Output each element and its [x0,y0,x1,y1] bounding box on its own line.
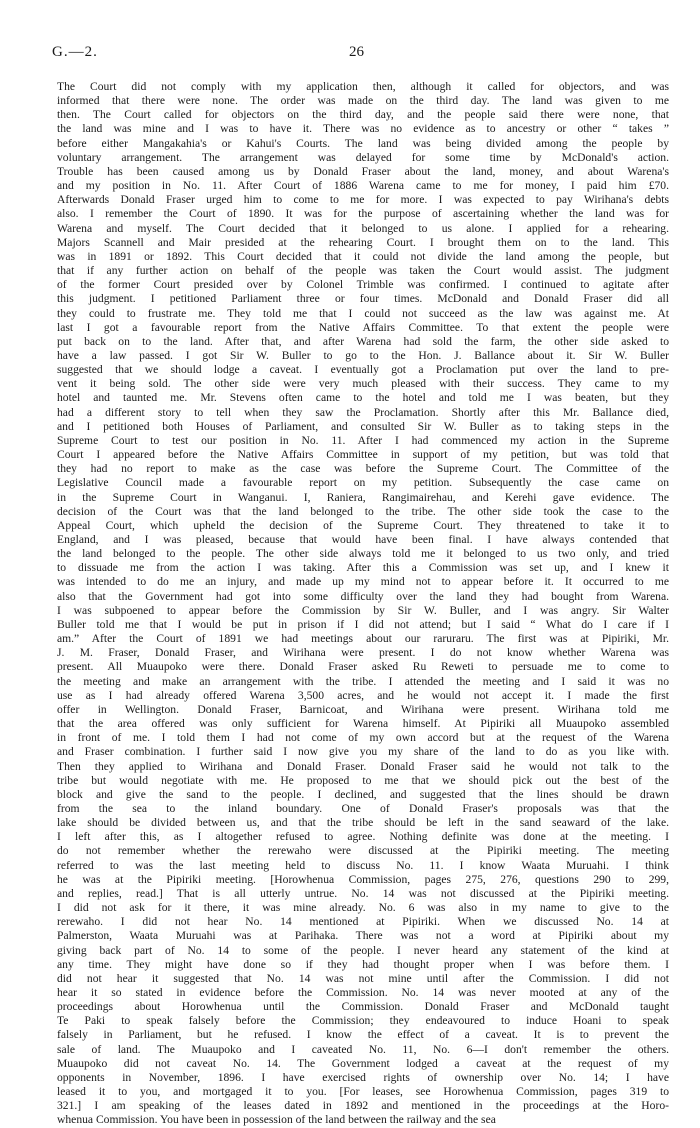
text-line: Supreme Court to test our position in No. 11. After I had commenced my action in the Supreme [57,433,669,447]
text-line: Te Paki to speak falsely before the Commission; they endeavoured to induce Hoani to speak [57,1014,669,1028]
text-line: use as I had already offered Warena 3,500 acres, and he would not accept it. I made the first [57,688,669,702]
text-line: decision of the Court was that the land belonged to the tribe. The other side took the case to the [57,504,669,518]
text-line: last I got a favourable report from the Native Affairs Committee. To that extent the people were [57,320,669,334]
text-line: Afterwards Donald Fraser urged him to come to me for more. I was expected to pay Wirihana's debts [57,193,669,207]
text-line: hotel and taunted me. Mr. Stevens often came to the hotel and told me I was beaten, but they [57,391,669,405]
text-line: and replies, read.] That is all utterly untrue. No. 14 was not discussed at the Pipiriki meeting. [57,886,669,900]
text-line: 321.] I am speaking of the leases dated in 1892 and mentioned in the proceedings at the Horo- [57,1099,669,1113]
text-line: hear it so stated in evidence before the Commission. No. 14 was never mooted at any of the [57,986,669,999]
text-line: the meeting and make an arrangement with the tribe. I attended the meeting and I said it was no [57,674,669,688]
text-line: referred to was the last meeting held to discuss No. 11. I know Waata Muruahi. I think [57,858,669,872]
text-line: Buller told me that I would be put in prison if I did not attend; but I said “ What do I care if I [57,617,669,631]
text-line: and Fraser combination. I further said I now give you my share of the land to do as you like with. [57,745,669,759]
text-line: suggested that we should lodge a caveat. I eventually got a Proclamation put over the land to pre- [57,363,669,377]
text-line: and my position in No. 11. After Court of 1886 Warena came to me for money, I paid him £70. [57,179,669,193]
text-line: The Court did not comply with my application then, although it called for objectors, and was [57,80,669,93]
text-line: Legislative Council made a favourable report on my petition. Subsequently the case came on [57,476,669,490]
text-line: also. I remember the Court of 1890. It was for the purpose of ascertaining whether the land was for [57,207,669,221]
text-line: whenua Commission. You have been in possession of the land between the railway and the sea [57,1113,496,1127]
text-line: that if any further action on behalf of the people was taken the Court would assist. The judgment [57,264,669,278]
page-header [52,44,672,64]
page-number: 26 [349,44,364,60]
text-line: was intended to do me an injury, and made up my mind not to appear before it. It occurred to me [57,575,669,589]
text-line: Majors Scannell and Mair presided at the rehearing Court. I brought them on to the land. This [57,235,669,249]
text-line: that the area offered was only sufficient for Warena himself. At Pipiriki all Muaupoko assembled [57,717,669,731]
text-line: leased it to you, and mortgaged it to you. [For leases, see Horowhenua Commission, pages 319 to [57,1085,669,1099]
text-line: this judgment. I petitioned Parliament three or four times. McDonald and Donald Fraser did all [57,292,669,306]
text-line: also that the Government had got into some difficulty over the land they had bought from Warena. [57,589,669,603]
text-line: before either Mangakahia's or Kahui's Courts. The land was being divided among the people by [57,136,669,150]
body-text [57,80,669,1128]
text-line: block and give the sand to the people. I declined, and suggested that the lines should be drawn [57,787,669,801]
text-line: put back on to the land. After that, and after Warena had sold the farm, the other side asked to [57,334,669,348]
text-line: tribe but would negotiate with me. He proposed to me that we should pick out the best of the [57,773,669,787]
text-line: England, and I was pleased, because that would have been final. I have always contended that [57,533,669,546]
document-reference: G.—2. [52,44,98,60]
text-line: present. All Muaupoko were there. Donald Fraser asked Ru Reweti to persuade me to come to [57,660,669,674]
text-line: do not remember whether the rerewaho were discussed at the Pipiriki meeting. The meeting [57,844,669,858]
text-line: J. M. Fraser, Donald Fraser, and Wirihana were present. I do not know whether Warena was [57,646,669,660]
text-line: then. The Court called for objectors on the third day, and the people said there were none, that [57,108,669,122]
text-line: I did not ask for it there, it was mine already. No. 6 was also in my name to give to the [57,901,669,915]
text-line: Court I appeared before the Native Affairs Committee in support of my petition, but was told that [57,448,669,462]
text-line: they had no report to make as the case was before the Supreme Court. The Committee of the [57,462,669,476]
text-line: Muaupoko did not caveat No. 14. The Government lodged a caveat at the request of my [57,1056,669,1070]
text-line: offer in Wellington. Donald Fraser, Barnicoat, and Wirihana were present. Wirihana told me [57,702,669,716]
text-line: falsely in Parliament, but he refused. I know the effect of a caveat. It is to prevent the [57,1028,669,1042]
text-line: of the former Court presided over by Colonel Trimble was confirmed. I continued to agitate after [57,278,669,292]
text-line: I left after this, as I altogether refused to agree. Nothing definite was done at the meeting. I [57,830,669,844]
text-line: Palmerston, Waata Muruahi was at Parihaka. There was not a word at Pipiriki about my [57,929,669,943]
text-line: I was subpoened to appear before the Commission by Sir W. Buller, and I was angry. Sir Walter [57,603,669,617]
text-line: in the Supreme Court in Wanganui. I, Raniera, Rangimairehau, and Kerehi gave evidence. The [57,490,669,504]
text-line: vent it being sold. The other side were very much pleased with their success. They came to my [57,377,669,391]
text-line: any time. They might have done so if they had thought proper when I was before them. I [57,957,669,971]
text-line: the land belonged to the people. The other side always told me it belonged to us two only, and tried [57,547,669,561]
text-line: rerewaho. I did not hear No. 14 mentioned at Pipiriki. When we discussed No. 14 at [57,915,669,929]
text-line: am.” After the Court of 1891 we had meetings about our raruraru. The first was at Pipiriki, Mr. [57,632,669,646]
text-line: they could to frustrate me. They told me that I could not succeed as the law was against me. At [57,306,669,320]
text-line: was in 1891 or 1892. This Court decided that it could not divide the land among the people, but [57,249,669,263]
text-line: the land was mine and I was to have it. There was no evidence as to ancestry or other “ takes ” [57,122,669,136]
text-line: had a different story to tell when they saw the Proclamation. Shortly after this Mr. Ballance died, [57,405,669,419]
text-line: Warena and myself. The Court decided that it belonged to us alone. I applied for a rehearing. [57,221,669,235]
text-line: giving back part of No. 14 to some of the people. I never heard any statement of the kind at [57,943,669,957]
text-line: Trouble has been caused among us by Donald Fraser about the land, money, and about Warena's [57,164,669,178]
text-line: proceedings about Horowhenua until the Commission. Donald Fraser and McDonald taught [57,1000,669,1014]
text-line: Then they applied to Wirihana and Donald Fraser. Donald Fraser said he would not talk to the [57,759,669,773]
text-line: Appeal Court, which upheld the decision of the Supreme Court. They threatened to take it to [57,518,669,532]
text-line: he was at the Pipiriki meeting. [Horowhenua Commission, pages 275, 276, questions 290 to 299, [57,872,669,886]
text-line: in front of me. I told them I had not come of my own accord but at the request of the Warena [57,731,669,745]
text-line: voluntary arrangement. The arrangement was delayed for some time by McDonald's action. [57,150,669,164]
text-line: sale of land. The Muaupoko and I caveated No. 11, No. 6—I don't remember the others. [57,1042,669,1056]
text-line: and I petitioned both Houses of Parliament, and consulted Sir W. Buller as to taking steps in the [57,419,669,433]
text-line: lake should be divided between us, and that the tribe should be left in the sand seaward of the lake. [57,816,669,830]
text-line: opponents in November, 1896. I have exercised rights of ownership over No. 14; I have [57,1070,669,1084]
text-line: did not hear it suggested that No. 14 was not mine until after the Commission. I did not [57,971,669,985]
text-line: informed that there were none. The order was made on the third day. The land was given to me [57,94,669,108]
text-line: from the sea to the inland boundary. One of Donald Fraser's proposals was that the [57,801,669,815]
text-line: to dissuade me from the action I was taking. After this a Commission was set up, and I knew it [57,561,669,575]
text-line: have a law passed. I got Sir W. Buller to go to the Hon. J. Ballance about it. Sir W. Buller [57,348,669,362]
